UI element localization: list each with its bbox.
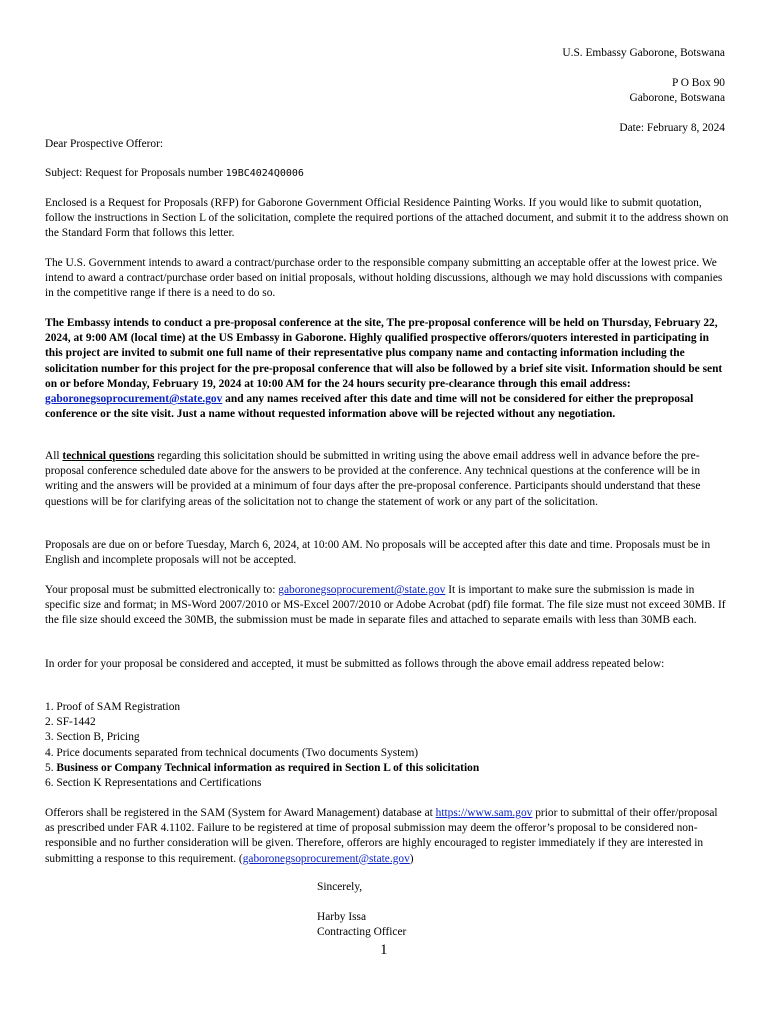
tq-text-a: All <box>45 450 63 462</box>
letter-date: Date: February 8, 2024 <box>619 122 725 134</box>
technical-questions-term: technical questions <box>62 450 155 462</box>
paragraph-sam-registration <box>45 806 729 867</box>
sam-text-b: prior to submittal of their offer/proposal as prescribed under FAR 4.1102. Failure to be registered at time of proposal submission may deem the offeror’s proposal to be considered non-responsible and no further consideration will be given. Therefore, offerors are highly encouraged to register immediately if they are interested in submitting a response to this requirement. ( <box>45 807 718 865</box>
list-item: 6. Section K Representations and Certifications <box>45 777 262 790</box>
conference-email-link[interactable]: gaboronegsoprocurement@state.gov <box>45 393 223 406</box>
paragraph-requirements-intro: In order for your proposal be considered and accepted, it must be submitted as follows through the above email address repeated below: <box>45 658 665 670</box>
city: Gaborone, Botswana <box>629 92 725 104</box>
list-item: 3. Section B, Pricing <box>45 731 140 744</box>
list-item-number: 5. <box>45 761 57 774</box>
tq-text-b: regarding this solicitation should be submitted in writing using the above email address well in advance before the pre-proposal conference scheduled date above for the answers to be provided at the conference. Any technical questions at the conference will be in writing and the answers will be provided at a minimum of four days after the pre-proposal conference. Participants should understand that these questions will be for clarifying areas of the solicitation not to change the statement of work or any part of the solicitation. <box>45 450 701 508</box>
requirements-list <box>45 700 479 791</box>
list-item: 4. Price documents separated from technical documents (Two documents System) <box>45 746 419 759</box>
paragraph-due-date: Proposals are due on or before Tuesday, March 6, 2024, at 10:00 AM. No proposals will be accepted after this date and time. Proposals must be in English and incomplete proposals will not be accepted. <box>45 539 711 567</box>
paragraph-technical-questions <box>45 449 729 510</box>
submission-email-link[interactable]: gaboronegsoprocurement@state.gov <box>278 584 446 596</box>
conference-text-a: The Embassy intends to conduct a pre-proposal conference at the site, The pre-proposal conference will be held on Thursday, February 22, 2024, at 9:00 AM (local time) at the US Embassy in Gaborone. Highly qualified prospective offerors/quoters interested in participating in this project are invited to submit one full name of their representative plus company name and contacting information including the solicitation number for this project for the pre-proposal conference that will also be followed by a brief site visit. Information should be sent on or before Monday, February 19, 2024 at 10:00 AM for the 24 hours security pre-clearance through this email address: <box>45 317 723 390</box>
signature-block <box>317 880 406 940</box>
letterhead <box>562 46 725 136</box>
paragraph-conference <box>45 316 729 422</box>
page-number: 1 <box>380 942 388 958</box>
list-item-bold-text: Business or Company Technical information as required in Section L of this solicitation <box>56 761 480 774</box>
list-item: 1. Proof of SAM Registration <box>45 701 181 713</box>
po-box: P O Box 90 <box>671 77 725 89</box>
list-item <box>45 761 479 776</box>
conference-text-b: and any names received after this date and time will not be considered for either the preproposal conference or the site visit. Just a name without requested information above will be rejected without any negotiation. <box>45 393 694 421</box>
solicitation-number: 19BC4024Q0006 <box>225 168 304 179</box>
embassy-name: U.S. Embassy Gaborone, Botswana <box>562 47 725 59</box>
list-item: 2. SF-1442 <box>45 716 96 729</box>
paragraph-submission <box>45 583 729 629</box>
paragraph-award: The U.S. Government intends to award a contract/purchase order to the responsible company submitting an acceptable offer at the lowest price. We intend to award a contract/purchase order based on initial proposals, without holding discussions, although we may hold discussions with companies in the competitive range if there is a need to do so. <box>45 257 723 300</box>
signer-name: Harby Issa <box>317 911 367 923</box>
salutation: Dear Prospective Offeror: <box>45 138 164 150</box>
submission-text-a: Your proposal must be submitted electronically to: <box>45 584 279 596</box>
subject-line <box>45 166 729 181</box>
sam-email-link[interactable]: gaboronegsoprocurement@state.gov <box>242 852 410 865</box>
sam-text-c: ) <box>409 852 414 865</box>
sam-text-a: Offerors shall be registered in the SAM (System for Award Management) database at <box>45 807 436 819</box>
sam-website-link[interactable]: https://www.sam.gov <box>435 807 533 819</box>
subject-prefix: Subject: Request for Proposals number <box>45 167 226 179</box>
paragraph-intro: Enclosed is a Request for Proposals (RFP) for Gaborone Government Official Residence Painting Works. If you would like to submit quotation, follow the instructions in Section L of the solicitation, complete the required portions of the attached document, and submit it to the address shown on the Standard Form that follows this letter. <box>45 197 729 240</box>
submission-text-b: It is important to make sure the submission is made in specific size and format; in MS-Word 2007/2010 or MS-Excel 2007/2010 or Adobe Acrobat (pdf) file format. The file size must not exceed 30MB. If the file size should exceed the 30MB, the submission must be made in separate files and attached to separate emails with less than 30MB each. <box>45 584 726 627</box>
closing: Sincerely, <box>317 881 363 893</box>
signer-title: Contracting Officer <box>317 926 407 938</box>
